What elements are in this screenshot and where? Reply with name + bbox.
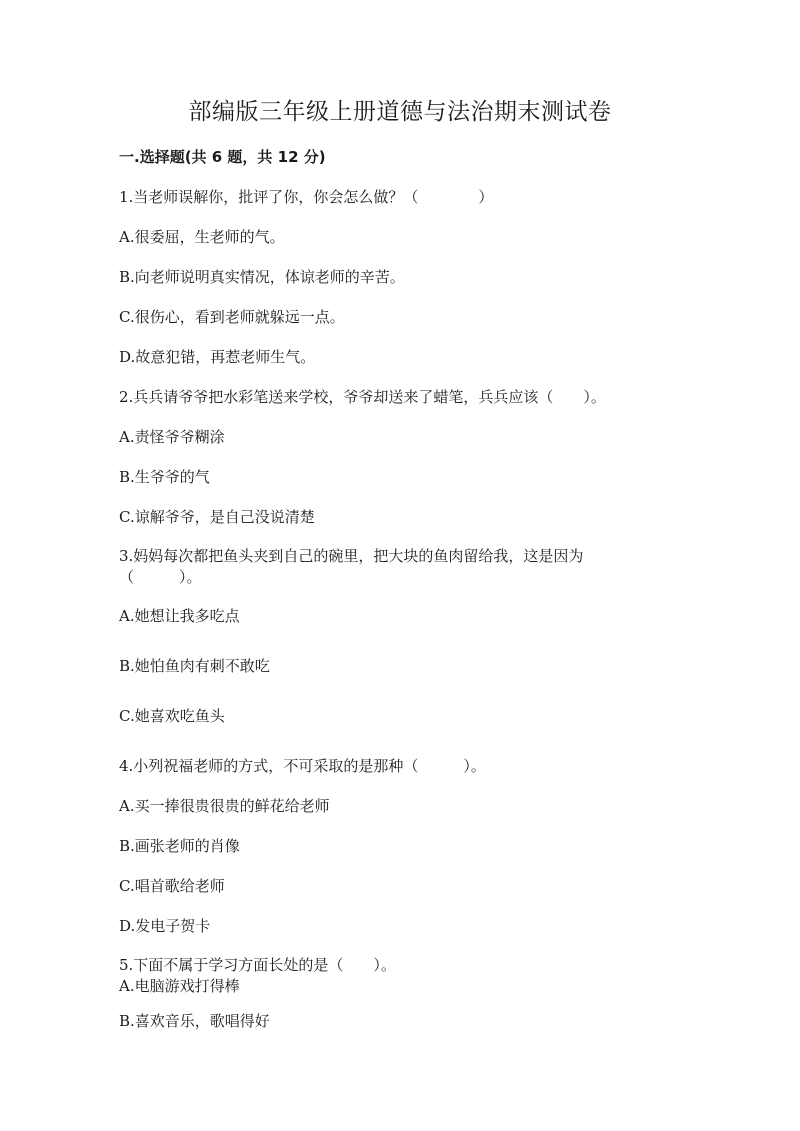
question-2-option-a: A.责怪爷爷糊涂: [119, 428, 225, 446]
question-4-option-c: C.唱首歌给老师: [119, 877, 225, 895]
page-title: 部编版三年级上册道德与法治期末测试卷: [188, 99, 612, 125]
question-4-stem: 4.小列祝福老师的方式，不可采取的是那种（ ）。: [119, 757, 486, 775]
question-3-stem-continued: （ ）。: [119, 568, 202, 586]
question-2-stem: 2.兵兵请爷爷把水彩笔送来学校，爷爷却送来了蜡笔，兵兵应该（ ）。: [119, 388, 606, 406]
question-4-option-d: D.发电子贺卡: [119, 917, 211, 935]
question-5-option-a: A.电脑游戏打得棒: [119, 977, 240, 995]
question-4-option-a: A.买一捧很贵很贵的鲜花给老师: [119, 797, 330, 815]
question-1-option-c: C.很伤心，看到老师就躲远一点。: [119, 308, 345, 326]
question-1-option-d: D.故意犯错，再惹老师生气。: [119, 348, 316, 366]
question-3-option-b: B.她怕鱼肉有刺不敢吃: [119, 657, 270, 675]
question-1-option-a: A.很委屈，生老师的气。: [119, 228, 285, 246]
question-1-stem: 1.当老师误解你，批评了你，你会怎么做？（ ）: [119, 188, 494, 206]
question-3-option-a: A.她想让我多吃点: [119, 607, 240, 625]
question-3-option-c: C.她喜欢吃鱼头: [119, 707, 225, 725]
question-4-option-b: B.画张老师的肖像: [119, 837, 240, 855]
question-2-option-c: C.谅解爷爷，是自己没说清楚: [119, 508, 315, 526]
question-2-option-b: B.生爷爷的气: [119, 468, 210, 486]
question-5-stem: 5.下面不属于学习方面长处的是（ ）。: [119, 956, 396, 974]
question-3-stem: 3.妈妈每次都把鱼头夹到自己的碗里，把大块的鱼肉留给我，这是因为: [119, 547, 584, 565]
question-1-option-b: B.向老师说明真实情况，体谅老师的辛苦。: [119, 268, 405, 286]
section-heading: 一.选择题(共 6 题，共 12 分): [119, 148, 326, 166]
question-5-option-b: B.喜欢音乐，歌唱得好: [119, 1012, 270, 1030]
